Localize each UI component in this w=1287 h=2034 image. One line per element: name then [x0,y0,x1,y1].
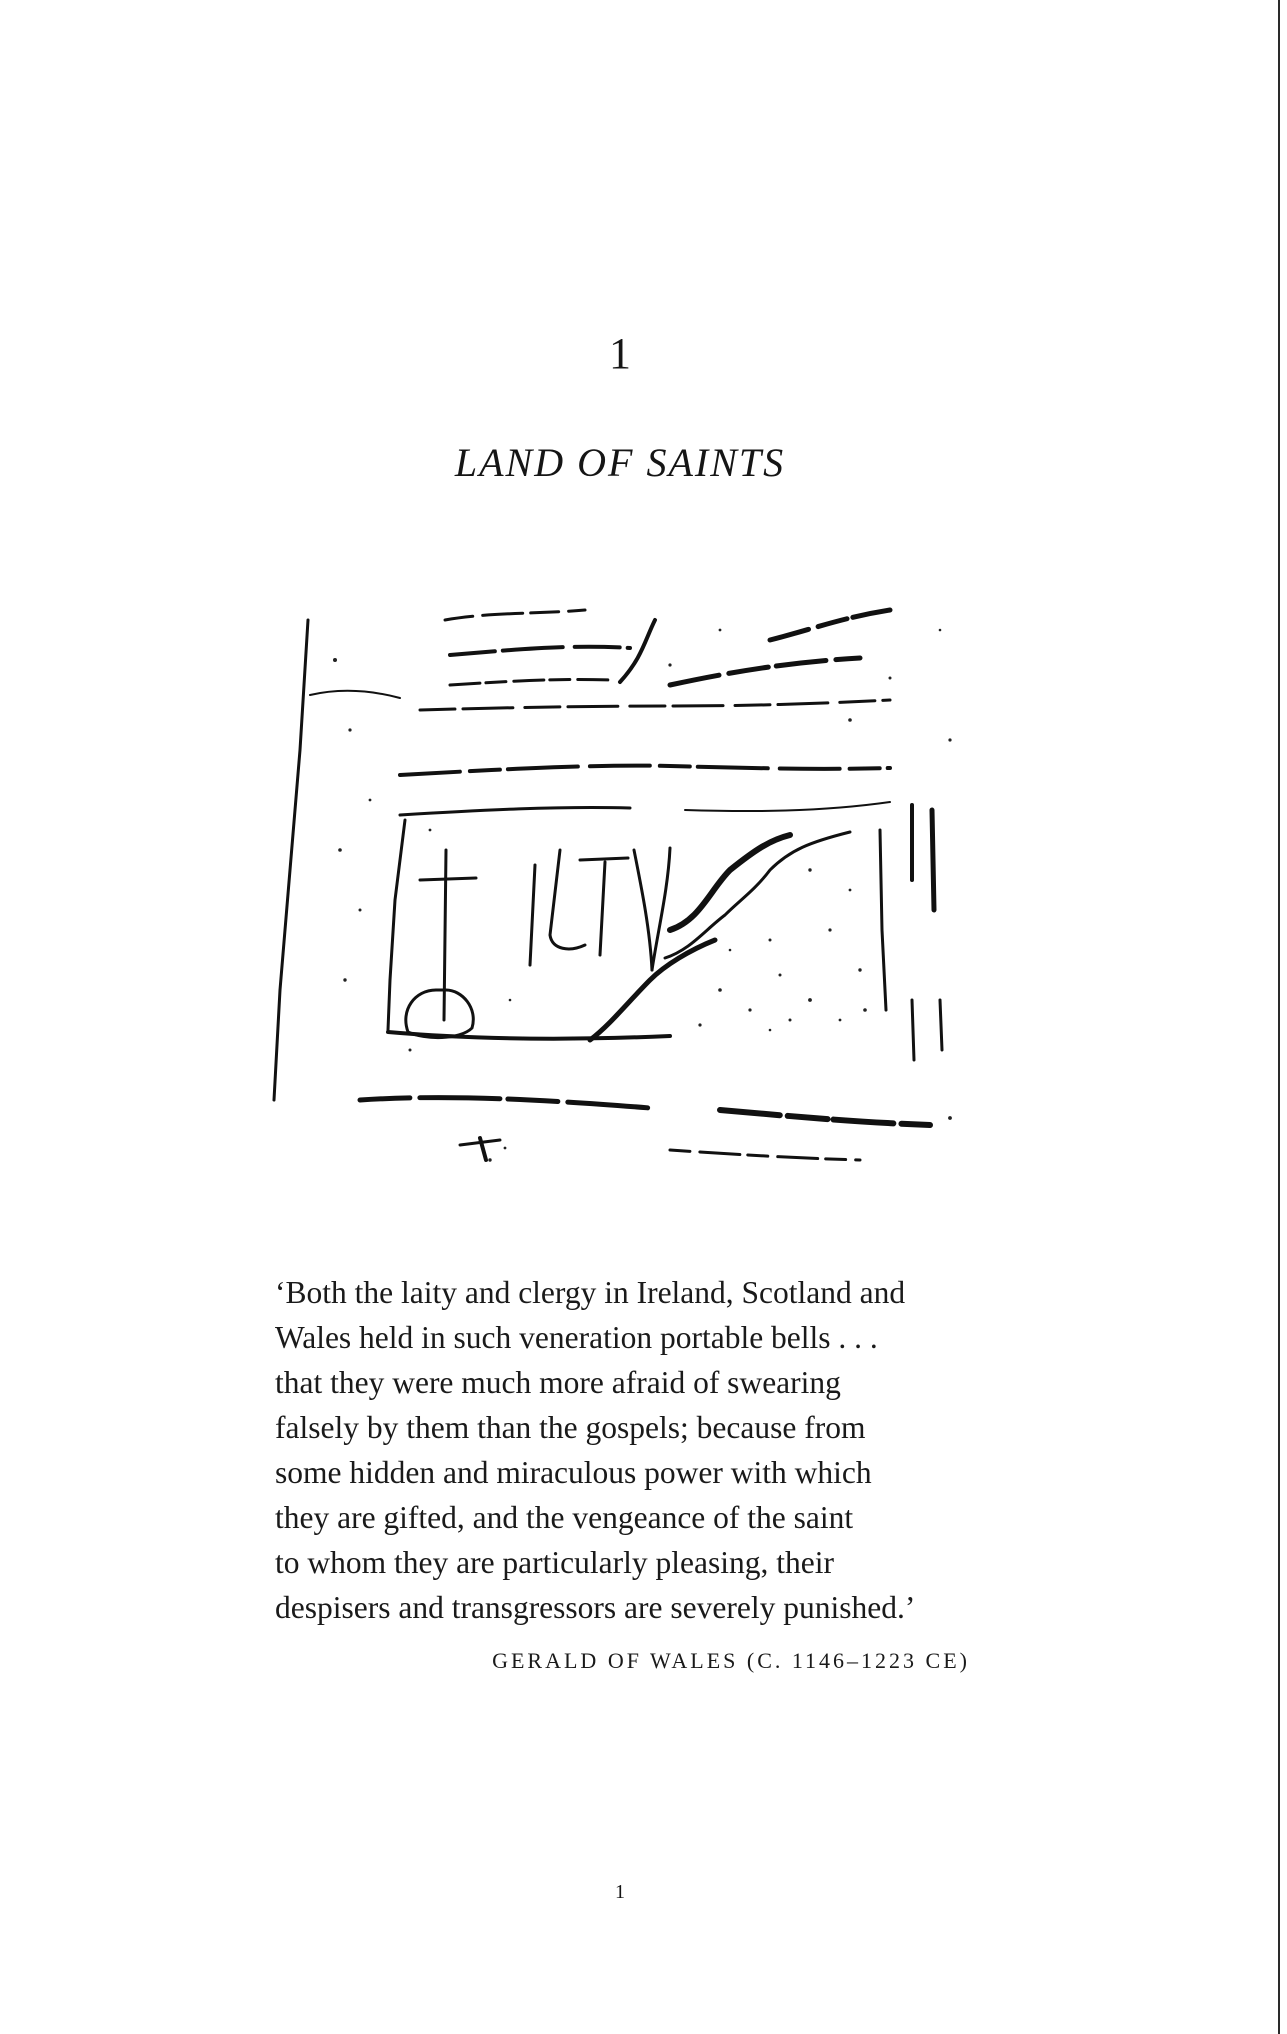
epigraph-quote [275,1270,995,1630]
epigraph-line: despisers and transgressors are severely punished.’ [275,1590,916,1625]
carved-stone-illustration [250,555,990,1220]
epigraph-line: that they were much more afraid of swearing [275,1365,841,1400]
inscription-text: ILTV [250,555,288,574]
page-edge [1278,0,1280,2034]
chapter-number: 1 [609,329,631,378]
epigraph-line: they are gifted, and the vengeance of the saint [275,1500,854,1535]
epigraph-line: some hidden and miraculous power with which [275,1455,872,1490]
epigraph-line: Wales held in such veneration portable bells . . . [275,1320,878,1355]
page-number: 1 [615,1881,625,1903]
epigraph-line: to whom they are particularly pleasing, their [275,1545,834,1580]
epigraph-line: ‘Both the laity and clergy in Ireland, Scotland and [275,1275,906,1310]
epigraph-attribution: GERALD OF WALES (C. 1146–1223 CE) [492,1648,970,1673]
chapter-title: LAND OF SAINTS [454,440,786,485]
epigraph-line: falsely by them than the gospels; because from [275,1410,866,1445]
